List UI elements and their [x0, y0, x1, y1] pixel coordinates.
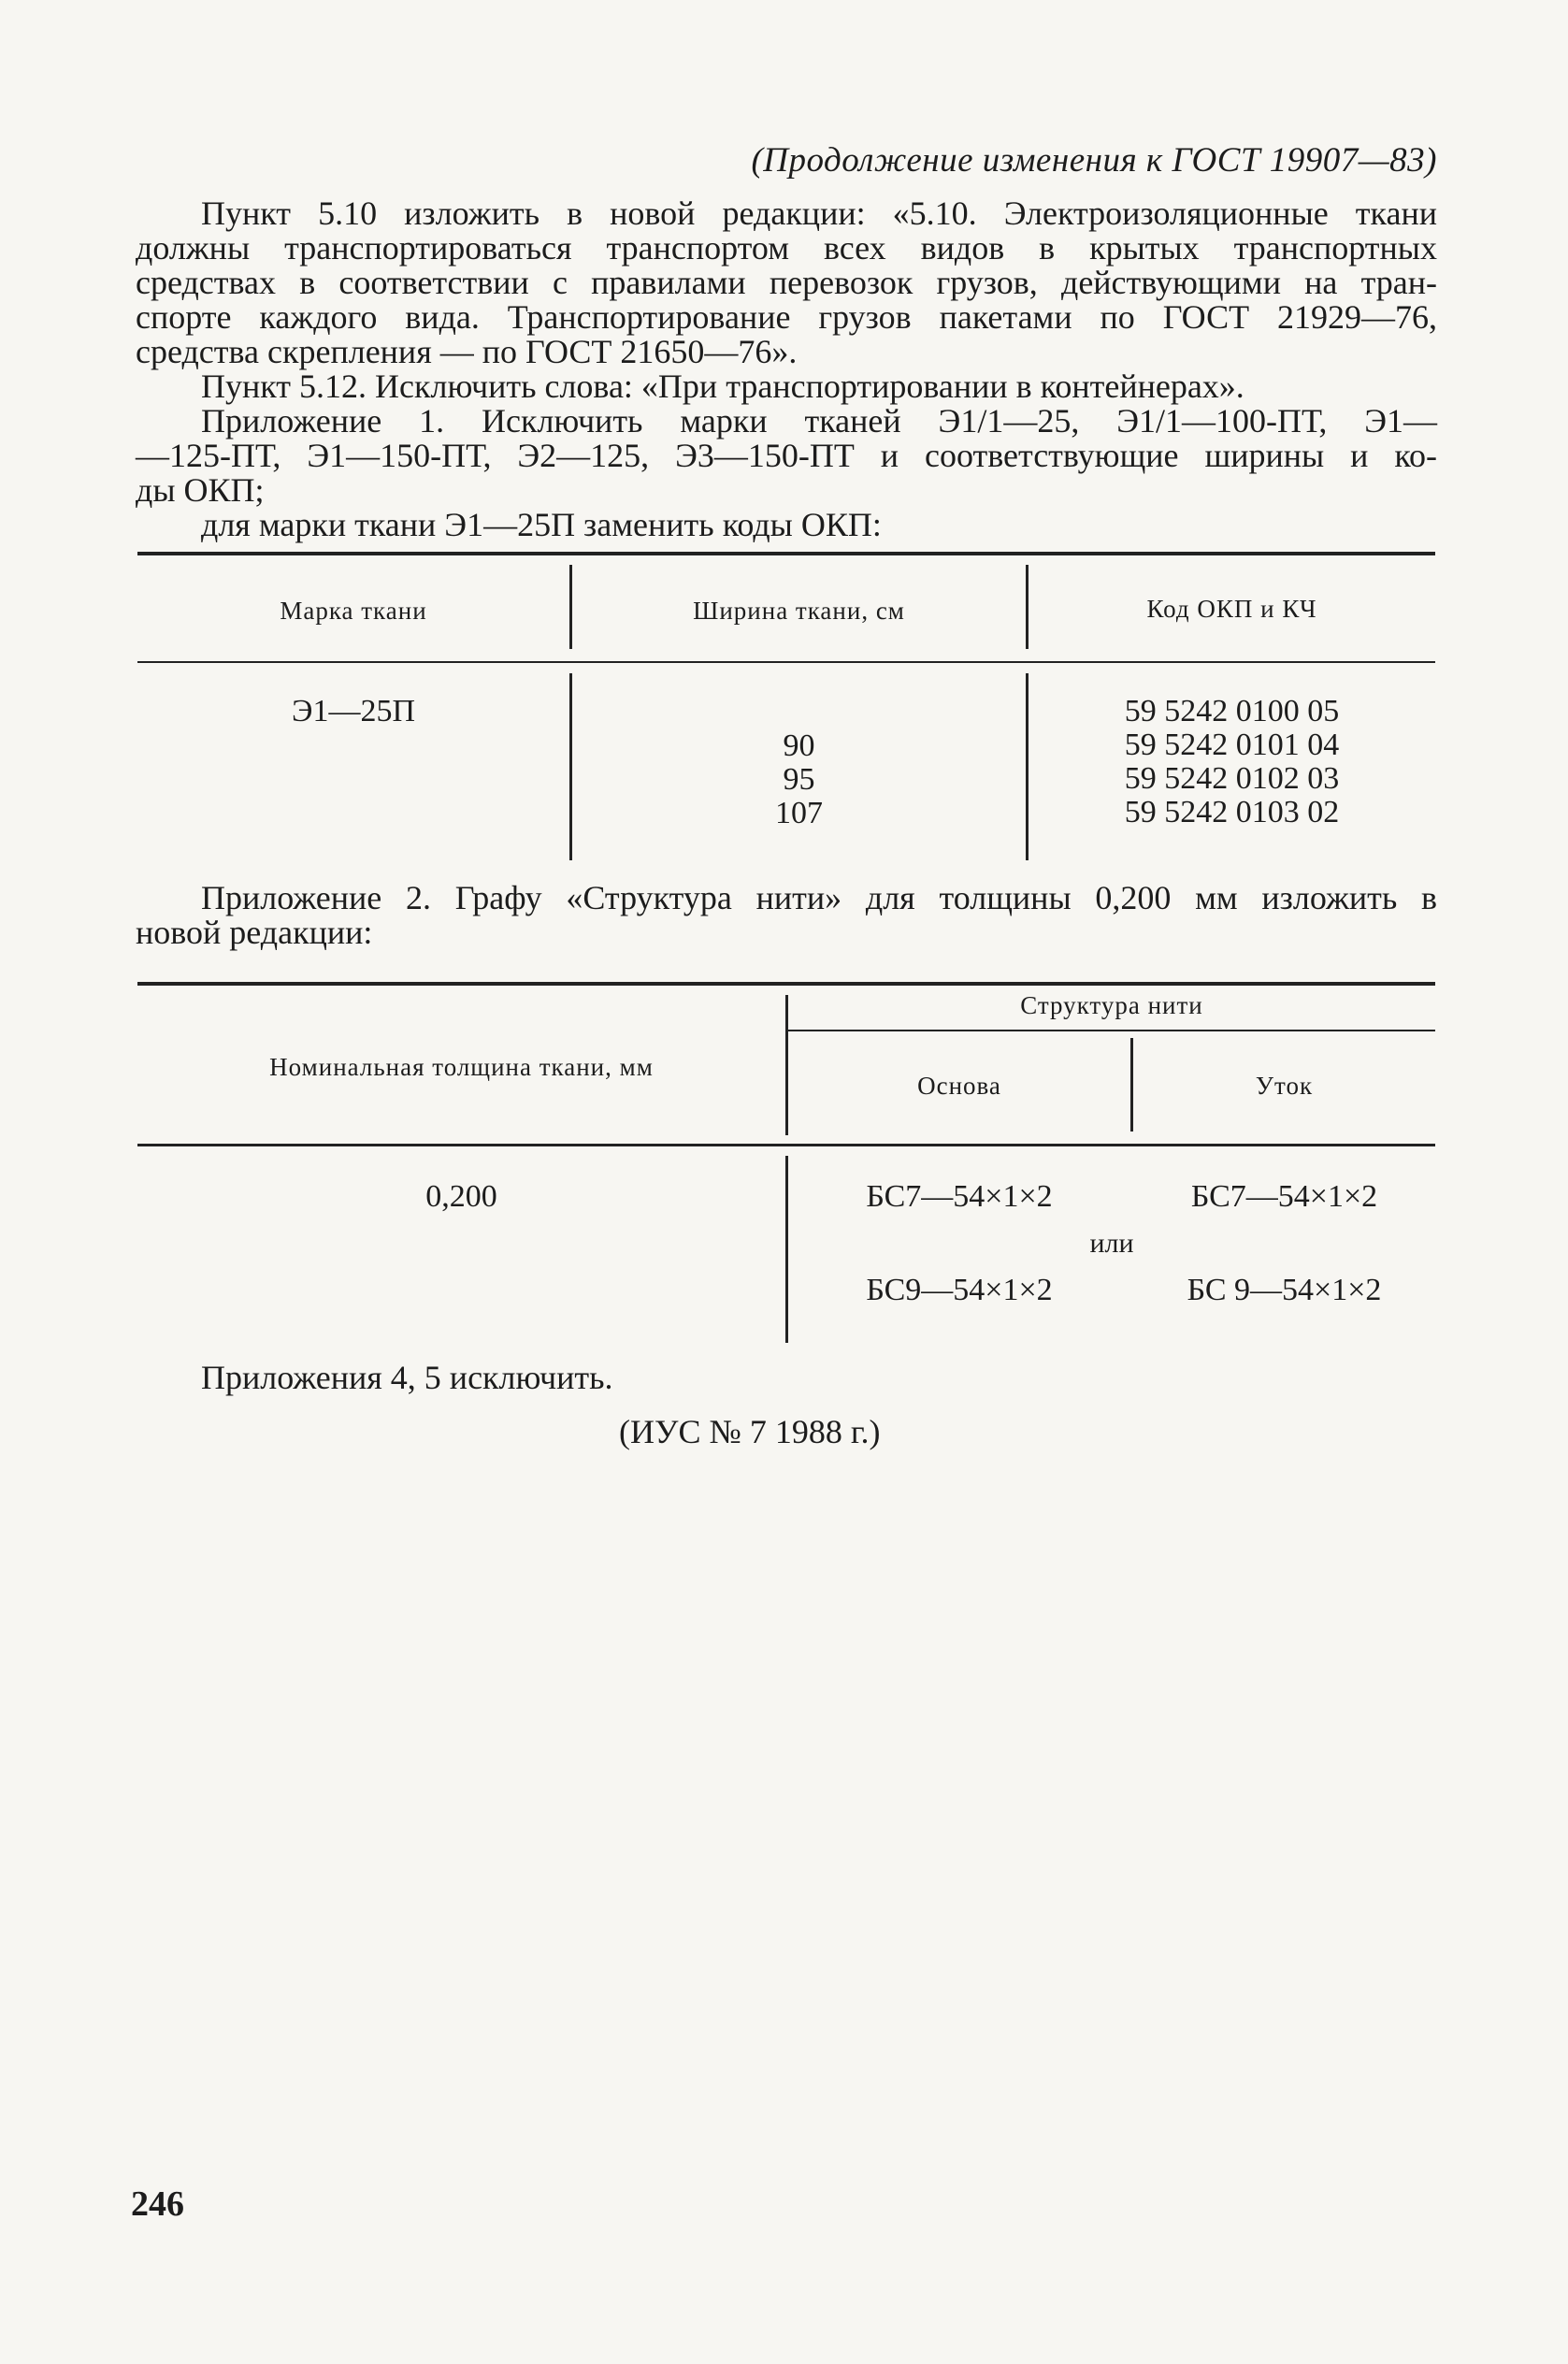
text-line: Приложение 1. Исключить марки тканей Э1/1—25, Э1/1—100-ПТ, Э1— [201, 402, 1437, 440]
weft-structure-value: БС7—54×1×2 [1190, 1179, 1378, 1214]
warp-structure-value: БС9—54×1×2 [866, 1273, 1053, 1307]
header-warp: Основа [917, 1072, 1001, 1100]
source-reference: (ИУС № 7 1988 г.) [619, 1413, 881, 1450]
header-thread-structure: Структура нити [1020, 991, 1203, 1019]
fabric-mark-value: Э1—25П [292, 694, 415, 728]
text-line: средства скрепления — по ГОСТ 21650—76». [136, 333, 798, 370]
header-okp-code: Код ОКП и КЧ [1146, 595, 1317, 623]
okp-code-value: 59 5242 0102 03 [1124, 761, 1340, 796]
text-line: Пункт 5.12. Исключить слова: «При транспортировании в контейнерах». [201, 368, 1244, 405]
paragraph-appendix-1 [136, 404, 1437, 508]
text-line: должны транспортироваться транспортом всех видов в крытых транспортных [136, 229, 1437, 267]
warp-structure-value: БС7—54×1×2 [866, 1179, 1053, 1214]
text-line: Приложение 2. Графу «Структура нити» для толщины 0,200 мм изложить в [201, 879, 1437, 916]
text-line: Пункт 5.10 изложить в новой редакции: «5.10. Электроизоляционные ткани [201, 195, 1437, 232]
header-nominal-thickness: Номинальная толщина ткани, мм [269, 1053, 654, 1081]
table-top-rule [137, 552, 1435, 555]
paragraph-5-12 [136, 369, 1437, 404]
okp-code-value: 59 5242 0103 02 [1124, 795, 1340, 829]
structure-subheader-rule [787, 1030, 1435, 1031]
paragraph-5-10 [136, 196, 1437, 369]
text-line: новой редакции: [136, 914, 373, 951]
paragraph-appendices-4-5: Приложения 4, 5 исключить. [201, 1359, 613, 1396]
thickness-value: 0,200 [425, 1179, 497, 1214]
width-value: 90 [783, 728, 815, 763]
okp-code-value: 59 5242 0101 04 [1124, 728, 1340, 762]
table-top-rule [137, 982, 1435, 986]
width-value: 107 [775, 796, 823, 830]
text-line: спорте каждого вида. Транспортирование грузов пакетами по ГОСТ 21929—76, [136, 298, 1437, 336]
paragraph-appendix-2 [136, 881, 1437, 950]
weft-structure-value: БС 9—54×1×2 [1187, 1273, 1382, 1307]
header-fabric-width: Ширина ткани, см [693, 597, 905, 625]
header-fabric-mark: Марка ткани [280, 597, 427, 625]
text-line: —125-ПТ, Э1—150-ПТ, Э2—125, Э3—150-ПТ и соответствующие ширины и ко- [136, 437, 1437, 474]
okp-code-value: 59 5242 0100 05 [1124, 694, 1340, 728]
page-header: (Продолжение изменения к ГОСТ 19907—83) [751, 141, 1437, 180]
header-weft: Уток [1255, 1072, 1314, 1100]
page-number: 246 [131, 2184, 184, 2224]
width-value: 95 [783, 762, 815, 797]
or-separator: или [1089, 1228, 1134, 1259]
paragraph-okp-codes [136, 508, 1437, 542]
text-line: ды ОКП; [136, 471, 265, 509]
table-header-rule [137, 1144, 1435, 1146]
text-line: средствах в соответствии с правилами перевозок грузов, действующими на тран- [136, 264, 1437, 301]
table-header-rule [137, 661, 1435, 663]
text-line: для марки ткани Э1—25П заменить коды ОКП: [201, 506, 882, 543]
okp-codes-table [137, 552, 1435, 874]
thread-structure-table [137, 982, 1435, 1347]
